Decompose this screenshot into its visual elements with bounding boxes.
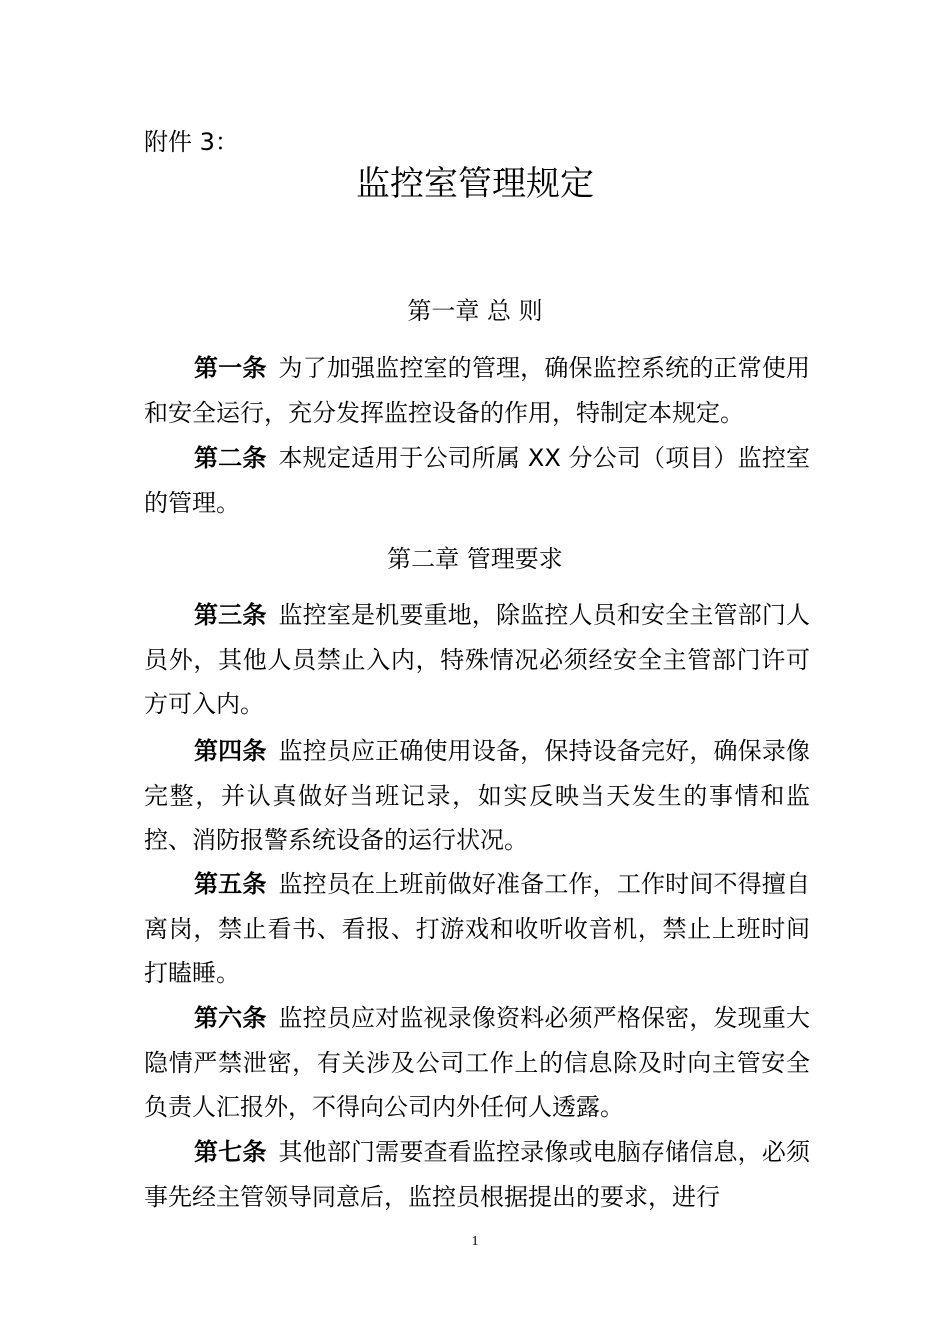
article-paragraph: [144, 996, 810, 1130]
article-paragraph: [144, 593, 810, 727]
article-label: 第六条: [194, 1004, 267, 1032]
attachment-label: 附件 3：: [144, 128, 239, 156]
article-label: 第七条: [194, 1138, 267, 1166]
article-paragraph: [144, 729, 810, 863]
article-label: 第五条: [194, 870, 267, 898]
page-number: 1: [471, 1234, 479, 1249]
article-text: 其他部门需要查看监控录像或电脑存储信息，必须事先经主管领导同意后，监控员根据提出的要求，进行: [144, 1138, 810, 1211]
article-text: 监控员应对监视录像资料必须严格保密，发现重大隐情严禁泄密，有关涉及公司工作上的信息除及时向主管安全负责人汇报外，不得向公司内外任何人透露。: [144, 1004, 810, 1121]
article-text: 监控员在上班前做好准备工作，工作时间不得擅自离岗，禁止看书、看报、打游戏和收听收音机，禁止上班时间打瞌睡。: [144, 870, 810, 987]
article-label: 第二条: [194, 444, 267, 472]
article-paragraph: [144, 1130, 810, 1219]
chapter-heading: 第一章 总 则: [407, 297, 543, 325]
document-title: 监控室管理规定: [356, 164, 594, 204]
article-text: 监控员应正确使用设备，保持设备完好，确保录像完整，并认真做好当班记录，如实反映当天发生的事情和监控、消防报警系统设备的运行状况。: [144, 737, 810, 854]
article-label: 第一条: [194, 354, 267, 382]
article-paragraph: [144, 346, 810, 435]
article-text: 为了加强监控室的管理，确保监控系统的正常使用和安全运行，充分发挥监控设备的作用，特制定本规定。: [144, 354, 810, 427]
article-text: 本规定适用于公司所属 XX 分公司（项目）监控室的管理。: [144, 444, 811, 517]
article-text: 监控室是机要重地，除监控人员和安全主管部门人员外，其他人员禁止入内，特殊情况必须经安全主管部门许可方可入内。: [144, 601, 810, 718]
article-label: 第三条: [194, 601, 267, 629]
article-label: 第四条: [194, 737, 267, 765]
article-paragraph: [144, 862, 810, 996]
article-paragraph: [144, 436, 810, 525]
chapter-heading: 第二章 管理要求: [387, 545, 563, 573]
